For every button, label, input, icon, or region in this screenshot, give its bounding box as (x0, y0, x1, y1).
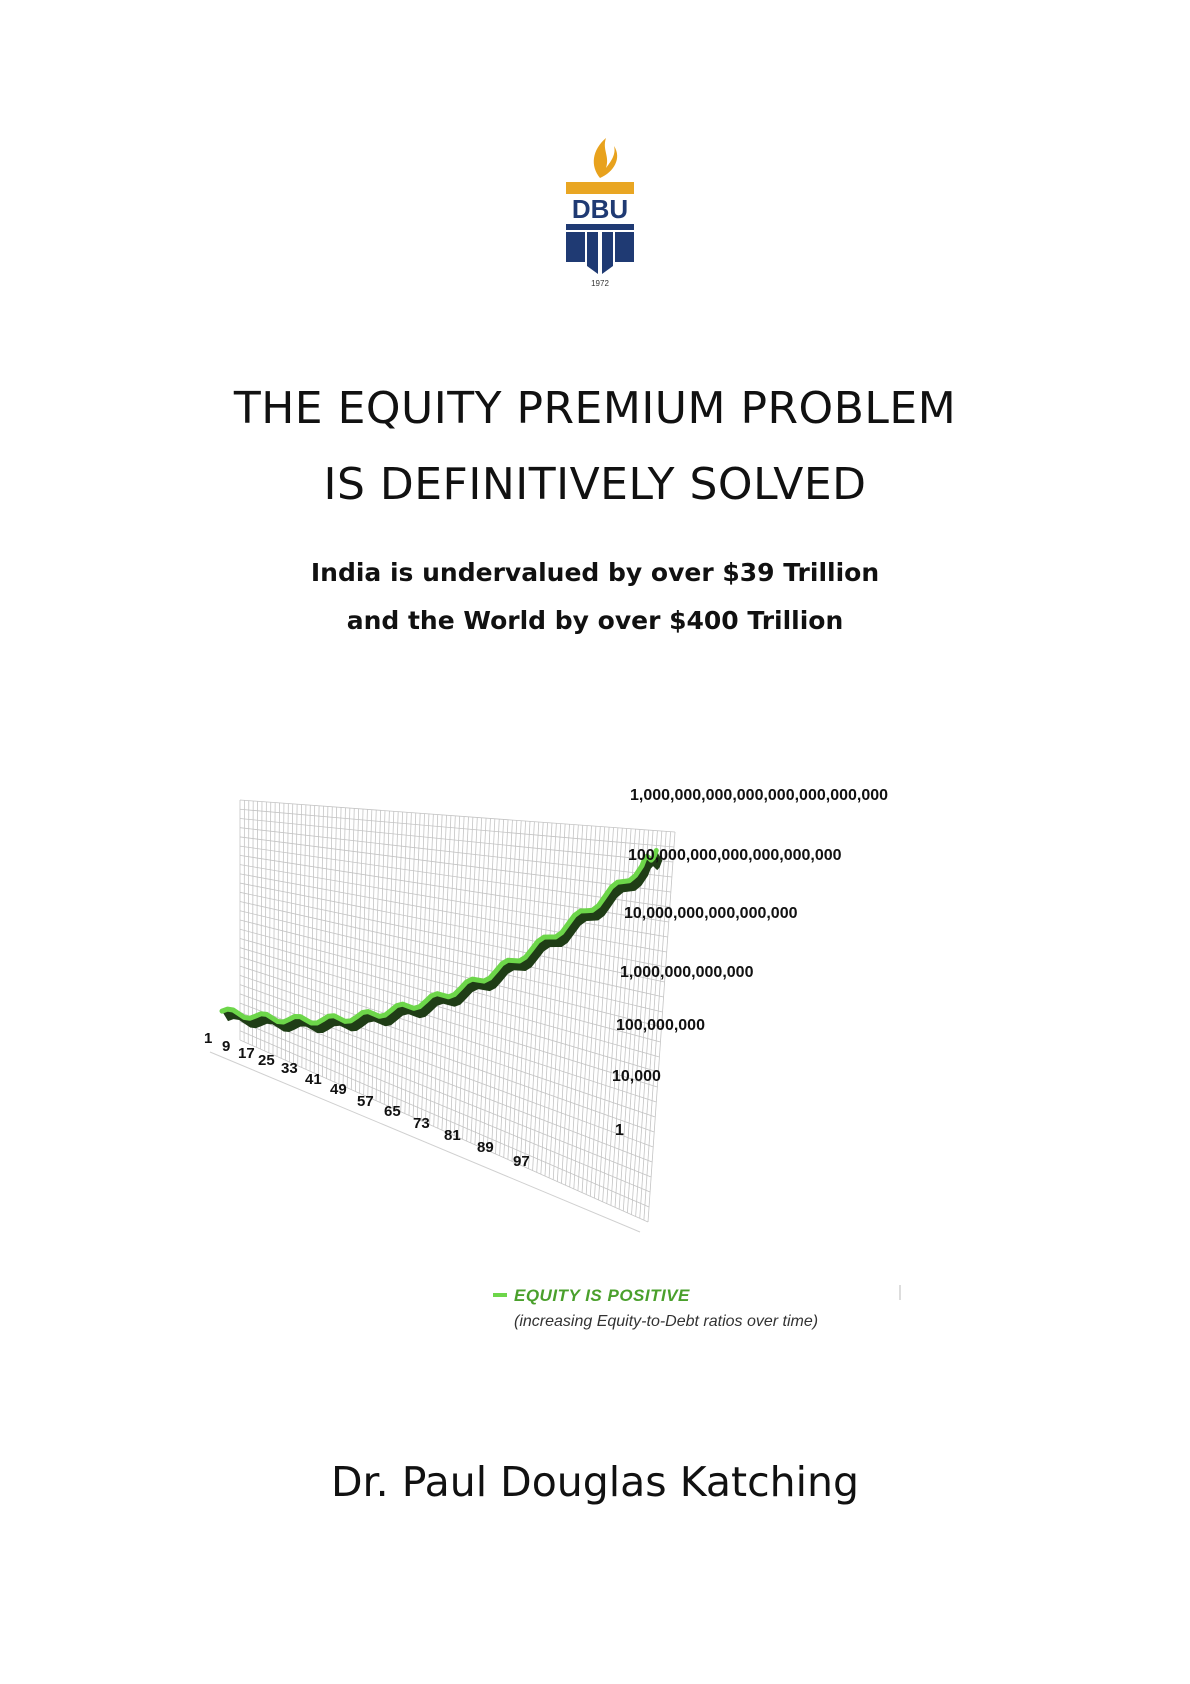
page-title-line-2: IS DEFINITIVELY SOLVED (323, 459, 867, 510)
x-tick-label: 1 (204, 1030, 213, 1047)
x-tick-label: 65 (384, 1103, 401, 1120)
logo-text: DBU (571, 194, 629, 224)
x-tick-label: 57 (357, 1093, 374, 1110)
x-tick-label: 89 (477, 1139, 494, 1156)
logo-band (566, 182, 634, 194)
x-tick-label: 41 (305, 1071, 322, 1088)
y-tick-label: 10,000 (612, 1068, 661, 1085)
x-tick-label: 25 (258, 1052, 275, 1069)
flame-icon (594, 138, 617, 178)
equity-chart (0, 780, 1190, 1360)
grid-line-horizontal (240, 1022, 650, 1192)
chart-grid (210, 800, 675, 1232)
shield-icon (566, 224, 634, 274)
x-axis-ticks (204, 1030, 530, 1170)
page-title-line-1: THE EQUITY PREMIUM PROBLEM (233, 383, 957, 434)
x-tick-label: 97 (513, 1153, 530, 1170)
legend-label: EQUITY IS POSITIVE (514, 1286, 690, 1305)
x-tick-label: 9 (222, 1038, 231, 1055)
x-tick-label: 73 (413, 1115, 430, 1132)
legend-note: (increasing Equity-to-Debt ratios over time) (514, 1313, 819, 1330)
y-tick-label: 1,000,000,000,000 (620, 964, 754, 981)
y-tick-label: 1 (615, 1122, 624, 1139)
y-tick-label: 100,000,000 (616, 1017, 705, 1034)
y-tick-label: 100,000,000,000,000,000,000 (628, 847, 842, 864)
dbu-logo (560, 128, 640, 288)
x-tick-label: 17 (238, 1045, 255, 1062)
subtitle-line-1: India is undervalued by over $39 Trillion (310, 558, 880, 587)
author-name: Dr. Paul Douglas Katching (330, 1458, 859, 1506)
y-tick-label: 10,000,000,000,000,000 (624, 905, 798, 922)
x-tick-label: 81 (444, 1127, 461, 1144)
subtitle-line-2: and the World by over $400 Trillion (346, 606, 844, 635)
y-tick-label: 1,000,000,000,000,000,000,000,000 (630, 787, 889, 804)
floor-edge (210, 1052, 640, 1232)
x-tick-label: 49 (330, 1081, 347, 1098)
chart-legend (493, 1285, 900, 1330)
logo-year: 1972 (591, 279, 609, 288)
x-tick-label: 33 (281, 1060, 298, 1077)
